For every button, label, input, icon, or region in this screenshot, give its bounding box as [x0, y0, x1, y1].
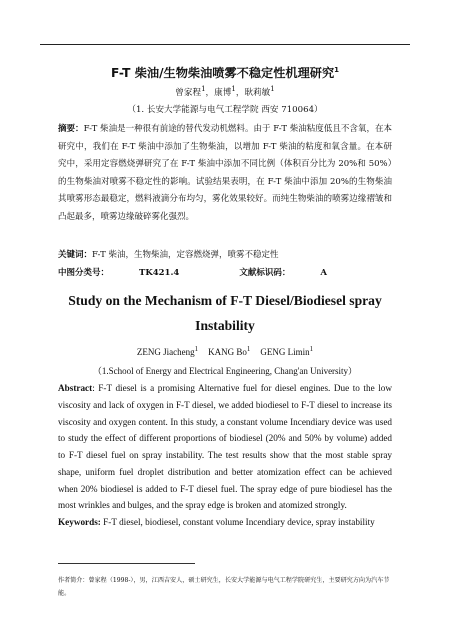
chinese-keywords: 关键词：F-T 柴油，生物柴油，定容燃烧弹，喷雾不稳定性	[58, 250, 279, 260]
author-name: KANG Bo	[208, 347, 247, 357]
abstract-label: Abstract	[58, 383, 93, 393]
abstract-text: F-T 柴油是一种很有前途的替代发动机燃料。由于 F-T 柴油粘度低且不含氧，在本研究中，我们在 F-T 柴油中添加了生物柴油，以增加 F-T 柴油的粘度和氧含量。在本研究中，采用定容燃烧弹研究了在 F-T 柴油中添加不同比例（体积百分比为 20%和 50%）的生物柴油对喷雾不稳定性的影响。试验结果表明，在 F-T 柴油中添加 20%的生物柴油其喷雾形态最稳定，燃料液滴分布均匀，雾化效果较好。而纯生物柴油的喷雾边缘褶皱和凸起最多，喷雾边缘破碎雾化强烈。	[58, 124, 392, 222]
footnote-rule	[58, 563, 195, 564]
author-name: 耿莉敏	[244, 87, 271, 98]
english-abstract	[58, 380, 392, 514]
chinese-title: F-T 柴油/生物柴油喷雾不稳定性机理研究$^1$	[110, 65, 340, 80]
chinese-abstract	[58, 121, 392, 227]
author-name: 康博	[214, 87, 232, 98]
abstract-text: : F-T diesel is a promising Alternative fuel for diesel engines. Due to the low viscosity and lack of oxygen in F-T diesel, we added biodiesel to F-T diesel to increase its viscosity and oxygen content. In this study, a constant volume Incendiary device was used to study the effect of different proportions of biodiesel (20% and 50% by volume) added to F-T diesel fuel on spray instability. The test results show that the most stable spray shape, uniform fuel droplet distribution and better atomization effect can be achieved when 20% biodiesel is added to F-T diesel fuel. The spray edge of pure biodiesel has the most wrinkles and bulges, and the spray edge is broken and atomized strongly.	[58, 383, 392, 511]
english-affiliation: （1.School of Energy and Electrical Engineering, Chang'an University）	[92, 366, 358, 376]
author-name: GENG Limin	[260, 347, 310, 357]
header-rule	[40, 44, 410, 45]
author-footnote: 作者简介：曾家程（1998-），男，江西吉安人，硕士研究生，长安大学能源与电气工程学院研究生，主要研究方向为汽车节能。	[58, 577, 390, 597]
english-title: Study on the Mechanism of F-T Diesel/Biodiesel spray Instability	[68, 293, 382, 333]
chinese-authors: 曾家程$^1$，康博$^1$，耿莉敏$^1$	[175, 85, 275, 98]
english-authors: ZENG Jiacheng$^1$ KANG Bo$^1$ GENG Limin$^1$	[136, 345, 314, 357]
abstract-label: 摘要：	[58, 124, 84, 134]
english-keywords: Keywords: F-T diesel, biodiesel, constant volume Incendiary device, spray instability	[58, 517, 375, 527]
author-name: 曾家程	[175, 87, 202, 98]
author-name: ZENG Jiacheng	[136, 347, 195, 357]
chinese-affiliation: （1. 长安大学能源与电气工程学院 西安 710064）	[127, 105, 323, 115]
classification-line: 中图分类号： TK421.4 文献标识码： A	[58, 268, 327, 278]
